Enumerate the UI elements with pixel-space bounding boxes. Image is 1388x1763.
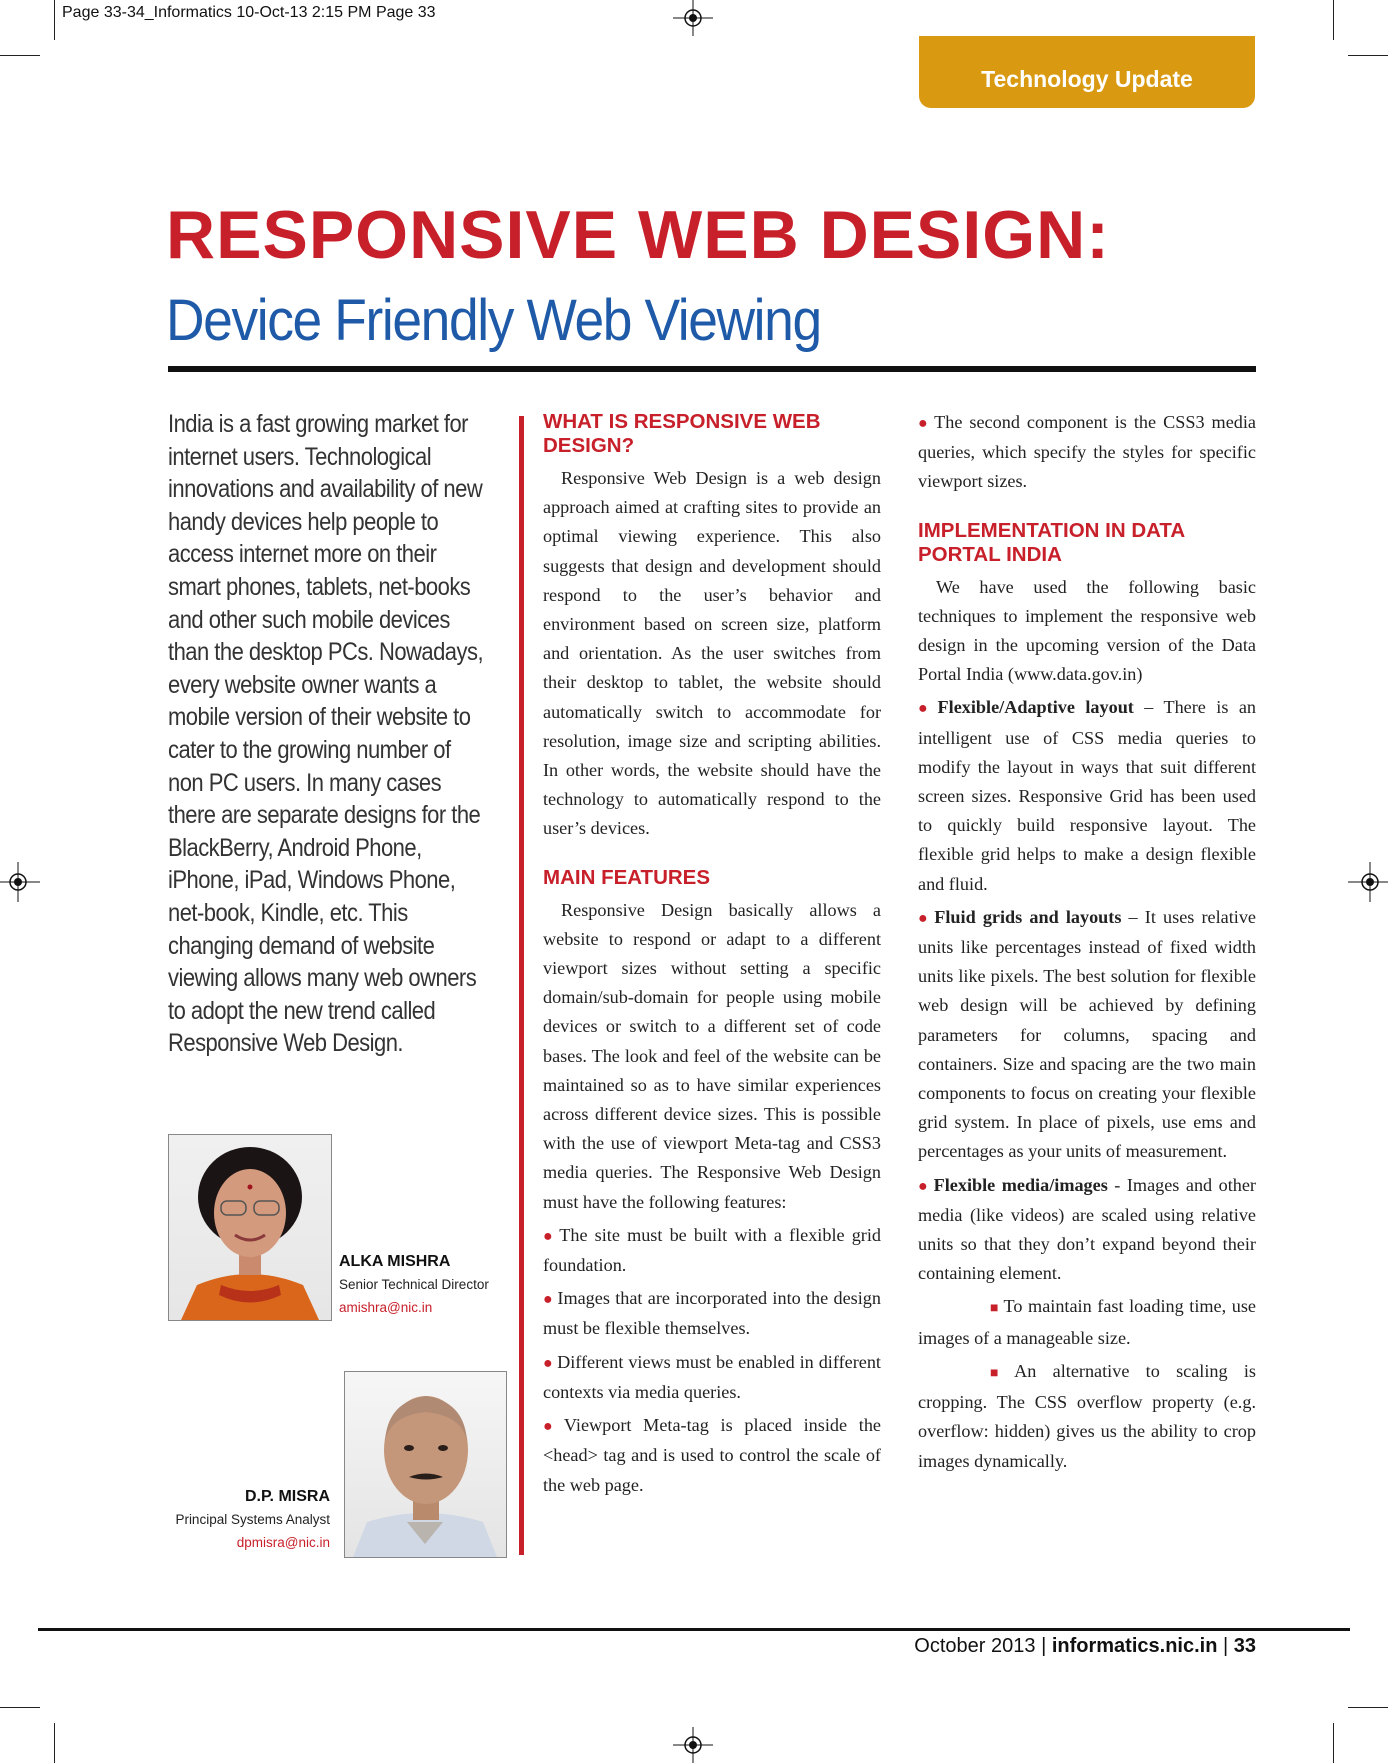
list-item: ● Flexible/Adaptive layout – There is an intelligent use of CSS media queries to modify the layout in ways that suit different screen sizes. Responsive Grid has been used to quickly build responsive layout. The flexible grid helps to make a design flexible and fluid. <box>918 697 1256 894</box>
list-item: ● The site must be built with a flexible grid foundation. <box>543 1224 882 1276</box>
author-photo <box>344 1371 507 1558</box>
author-name: D.P. MISRA <box>244 1488 330 1505</box>
section-paragraph: We have used the following basic techniques to implement the responsive web design in the upcoming version of the Data Portal India (www.data.gov.in) <box>918 576 1256 685</box>
footer-separator: | <box>1222 1635 1229 1657</box>
registration-mark-icon <box>1348 862 1388 902</box>
bullet-icon: ● <box>918 415 931 432</box>
crop-mark <box>1348 55 1388 56</box>
footer-site-link[interactable]: informatics.nic.in <box>1051 1635 1218 1657</box>
registration-mark-icon <box>673 0 713 40</box>
author-card <box>339 1250 489 1319</box>
print-slug: Page 33-34_Informatics 10-Oct-13 2:15 PM Page 33 <box>62 4 436 21</box>
title-divider <box>168 366 1256 372</box>
footer-date: October 2013 <box>914 1635 1036 1657</box>
list-item: ● Images that are incorporated into the design must be flexible themselves. <box>543 1288 881 1339</box>
crop-mark <box>0 1707 40 1708</box>
square-bullet-icon: ■ <box>990 1301 1000 1317</box>
crop-mark <box>54 1723 55 1763</box>
list-item: ● Viewport Meta-tag is placed inside the <head> tag and is used to control the scale of the web page. <box>543 1415 882 1495</box>
author-role: Senior Technical Director <box>339 1277 489 1292</box>
page-footer <box>914 1635 1256 1658</box>
section-badge <box>919 36 1255 108</box>
list-item: ● Different views must be enabled in different contexts via media queries. <box>543 1351 881 1402</box>
section-heading: IMPLEMENTATION IN DATA PORTAL INDIA <box>918 518 1185 566</box>
bullet-icon: ● <box>543 1418 560 1436</box>
sub-list-item: ■ An alternative to scaling is cropping. The CSS overflow property (e.g. overflow: hidden) gives us the ability to crop images dynamically. <box>918 1360 1256 1471</box>
bullet-icon: ● <box>918 700 934 718</box>
bullet-icon: ● <box>918 1177 930 1195</box>
crop-mark <box>1333 1723 1334 1763</box>
column-divider <box>519 416 524 1555</box>
article-column <box>918 408 1256 1480</box>
section-paragraph: Responsive Web Design is a web design approach aimed at crafting sites to provide an optimal viewing experience. This also suggests that design and development should respond to the user’s behavior and environment based on screen size, platform and orientation. As the user switches from their desktop to tablet, the website should automatically switch to accommodate for resolution, image size and scripting abilities. In other words, the website should have the technology to automatically respond to the user’s devices. <box>543 468 881 839</box>
crop-mark <box>54 0 55 40</box>
section-heading: MAIN FEATURES <box>543 865 711 889</box>
article-column <box>543 410 881 1504</box>
crop-mark <box>0 55 40 56</box>
registration-mark-icon <box>0 862 40 902</box>
crop-mark <box>1333 0 1334 40</box>
footer-divider <box>38 1628 1350 1631</box>
article-subtitle: Device Friendly Web Viewing <box>166 288 821 353</box>
section-paragraph: Responsive Design basically allows a website to respond or adapt to a different viewport sizes without setting a specific domain/sub-domain for people using mobile devices or switch to a different set of code bases. The look and feel of the website can be maintained so as to have similar experiences across different device sizes. This is possible with the use of viewport Meta-tag and CSS3 media queries. The Responsive Web Design must have the following features: <box>543 899 881 1212</box>
badge-label: Technology Update <box>981 65 1193 92</box>
bullet-icon: ● <box>543 1291 554 1309</box>
bullet-icon: ● <box>543 1354 554 1372</box>
sub-list-item: ■ To maintain fast loading time, use images of a manageable size. <box>918 1296 1256 1348</box>
article-title: RESPONSIVE WEB DESIGN: <box>166 197 1110 273</box>
list-item: ● The second component is the CSS3 media queries, which specify the styles for specific viewport sizes. <box>918 412 1256 492</box>
author-name: ALKA MISHRA <box>339 1253 451 1270</box>
registration-mark-icon <box>673 1723 713 1763</box>
bullet-icon: ● <box>543 1227 556 1245</box>
author-role: Principal Systems Analyst <box>175 1512 330 1527</box>
list-item: ● Flexible media/images - Images and other media (like videos) are scaled using relative units so that they don’t expand beyond their containing element. <box>918 1174 1256 1284</box>
crop-mark <box>1348 1707 1388 1708</box>
page-number: 33 <box>1233 1635 1256 1657</box>
list-item: ● Fluid grids and layouts – It uses relative units like percentages instead of fixed width units like pixels. The best solution for flexible web design will be achieved by defining parameters for columns, spacing and containers. Size and spacing are the two main components to focus on creating your flexible grid system. In place of pixels, use ems and percentages as your units of measurement. <box>918 906 1257 1162</box>
intro-paragraph: India is a fast growing market for internet users. Technological innovations and availability of new handy devices help people to access internet more on their smart phones, tablets, net-books and other such mobile devices than the desktop PCs. Nowadays, every website owner wants a mobile version of their website to cater to the growing number of non PC users. In many cases there are separate designs for the BlackBerry, Android Phone, iPhone, iPad, Windows Phone, net-book, Kindle, etc. This changing demand of website viewing allows many web owners to adopt the new trend called Responsive Web Design. <box>168 410 484 1058</box>
footer-separator: | <box>1041 1635 1047 1657</box>
author-email[interactable]: amishra@nic.in <box>339 1300 433 1315</box>
author-email[interactable]: dpmisra@nic.in <box>236 1535 330 1550</box>
section-heading: WHAT IS RESPONSIVE WEB DESIGN? <box>543 410 821 457</box>
author-card <box>175 1485 330 1554</box>
square-bullet-icon: ■ <box>990 1365 1011 1381</box>
author-photo <box>168 1134 332 1321</box>
bullet-icon: ● <box>918 909 931 927</box>
